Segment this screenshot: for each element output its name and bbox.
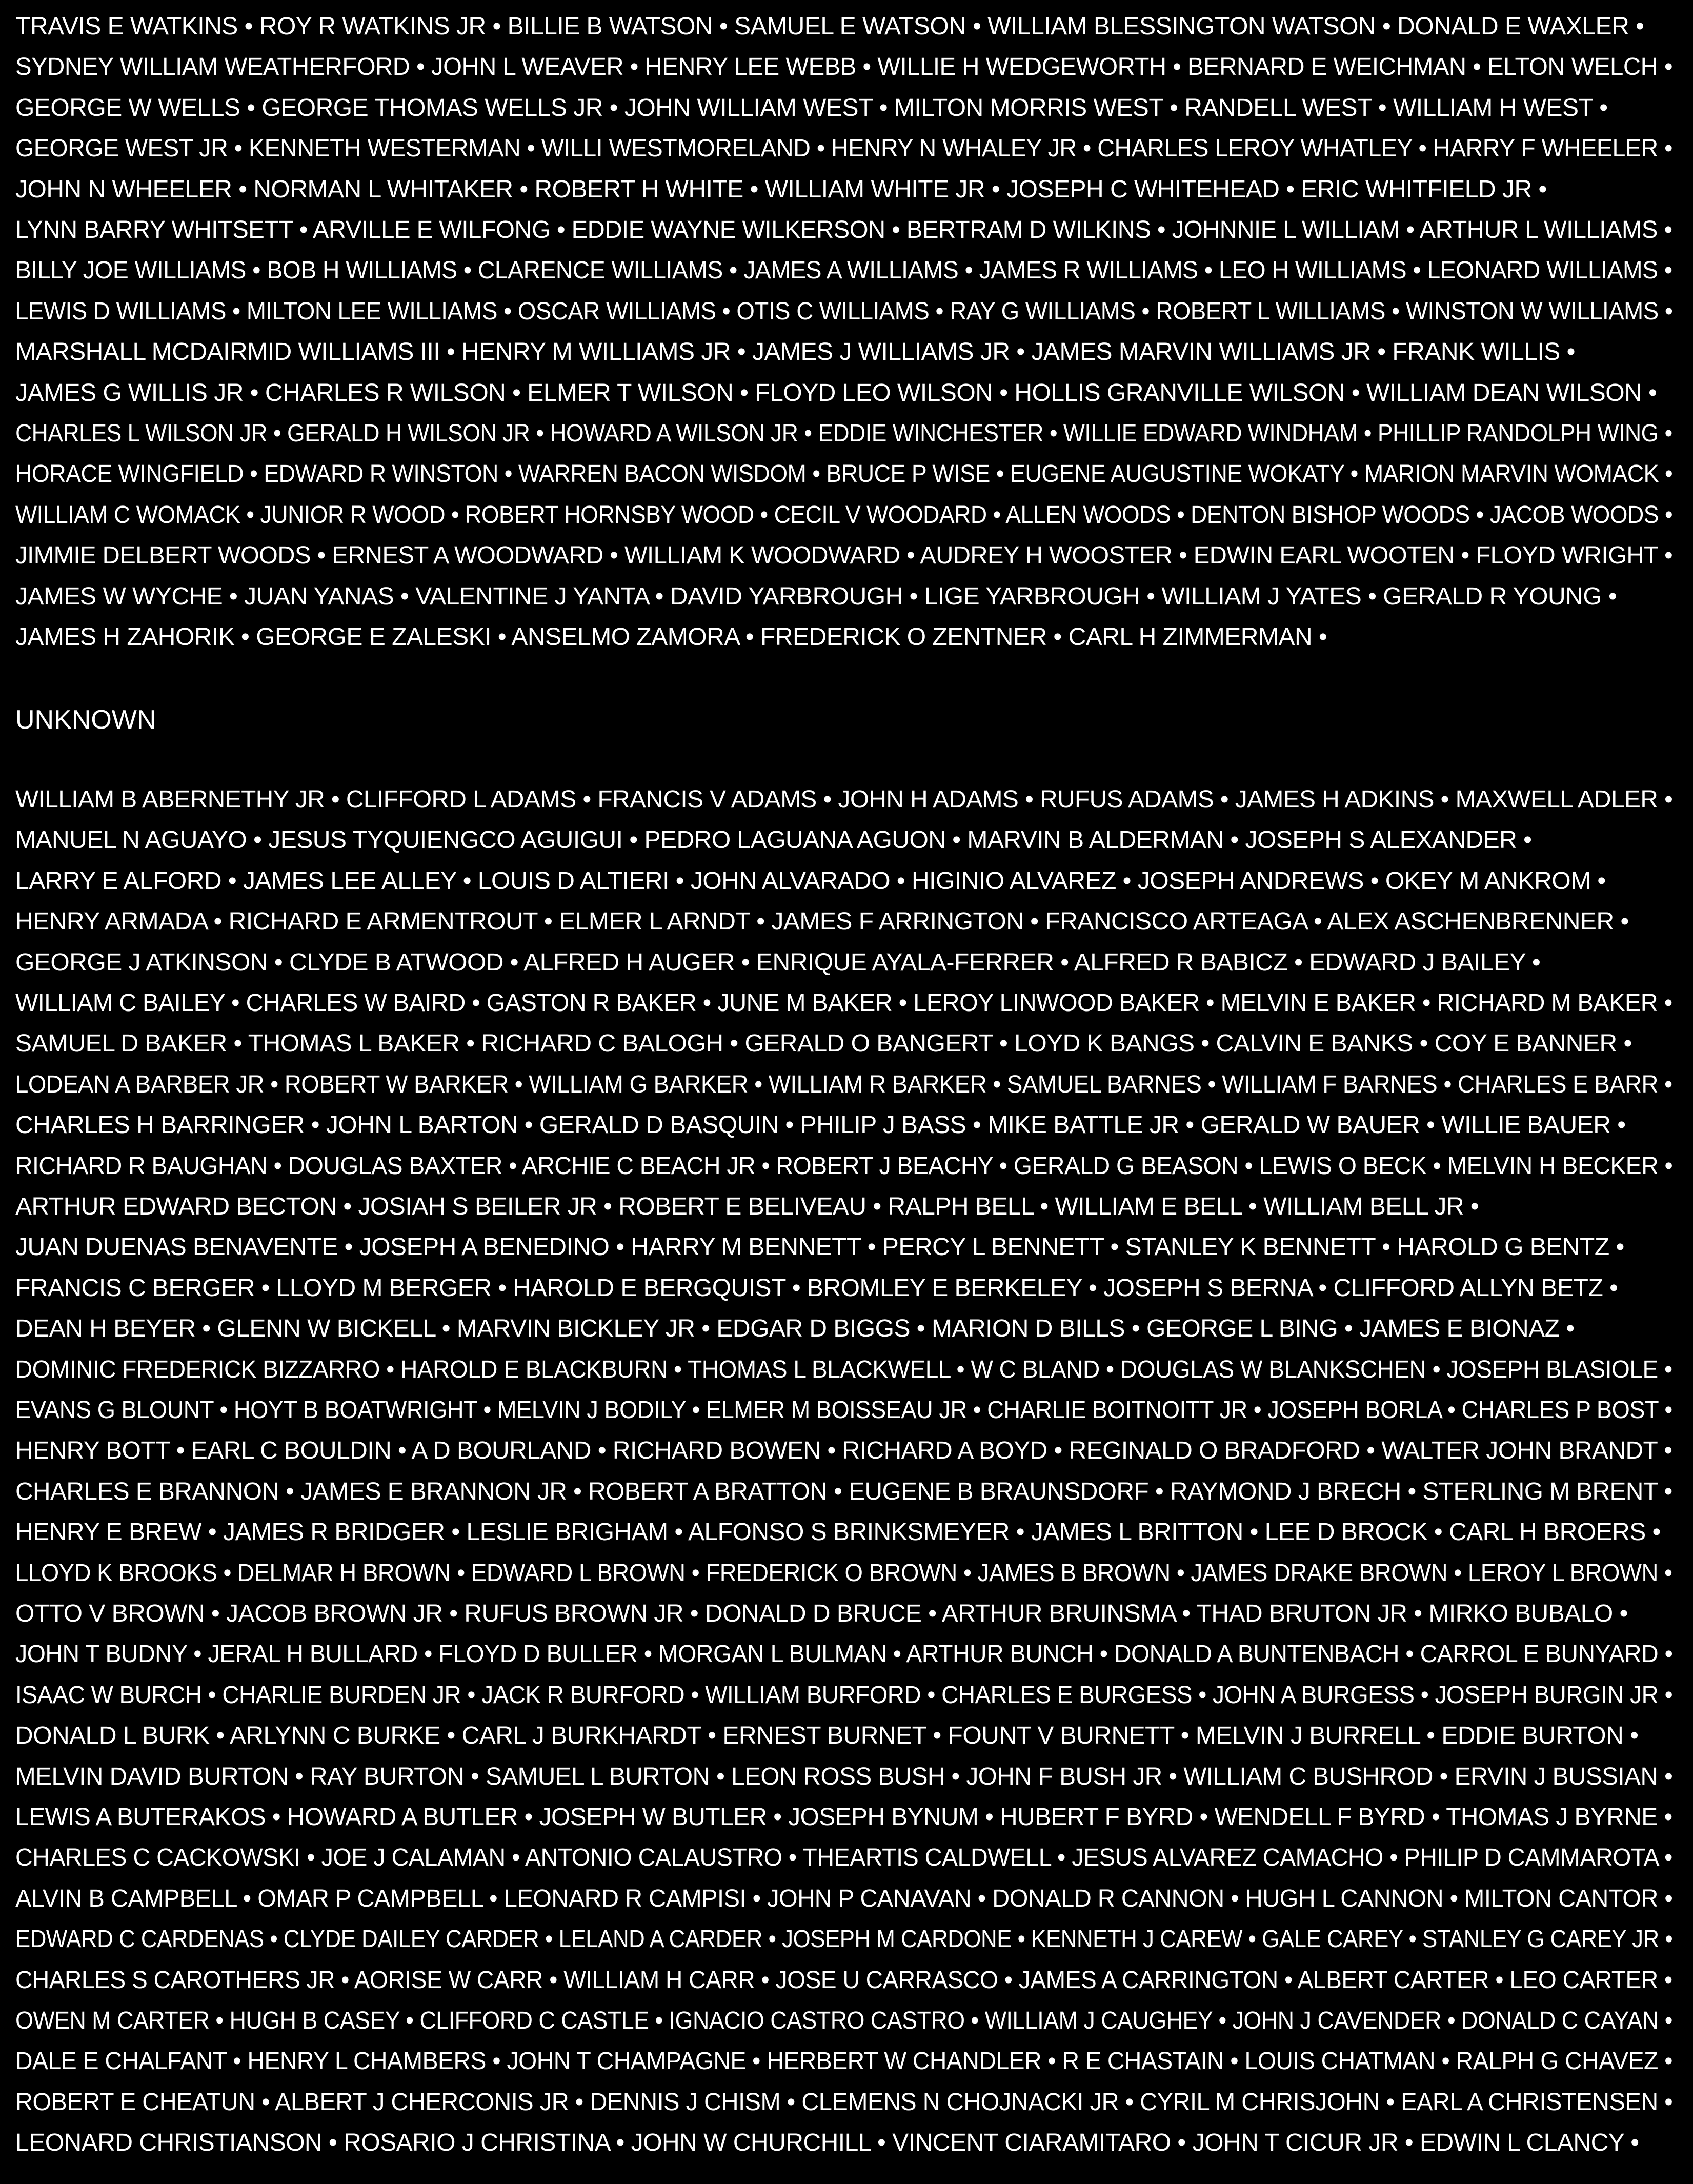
name-line: WILLIAM C BAILEY • CHARLES W BAIRD • GASTON R BAKER • JUNE M BAKER • LEROY LINWOOD BAKER • MELVIN E BAKER • RICHARD M BAKER • (15, 989, 1672, 1017)
name-line: CHARLES E BRANNON • JAMES E BRANNON JR • ROBERT A BRATTON • EUGENE B BRAUNSDORF • RAYMOND J BRECH • STERLING M BRENT • (15, 1478, 1672, 1505)
name-line: OTTO V BROWN • JACOB BROWN JR • RUFUS BROWN JR • DONALD D BRUCE • ARTHUR BRUINSMA • THAD BRUTON JR • MIRKO BUBALO • (15, 1600, 1628, 1627)
name-line: GEORGE J ATKINSON • CLYDE B ATWOOD • ALFRED H AUGER • ENRIQUE AYALA-FERRER • ALFRED R BABICZ • EDWARD J BAILEY • (15, 948, 1541, 976)
name-line: LARRY E ALFORD • JAMES LEE ALLEY • LOUIS D ALTIERI • JOHN ALVARADO • HIGINIO ALVAREZ • JOSEPH ANDREWS • OKEY M ANKROM • (15, 867, 1606, 895)
name-line: JAMES W WYCHE • JUAN YANAS • VALENTINE J YANTA • DAVID YARBROUGH • LIGE YARBROUGH • WILLIAM J YATES • GERALD R YOUNG • (15, 582, 1617, 610)
name-line: MANUEL N AGUAYO • JESUS TYQUIENGCO AGUIGUI • PEDRO LAGUANA AGUON • MARVIN B ALDERMAN • JOSEPH S ALEXANDER • (15, 826, 1532, 854)
name-line: JAMES G WILLIS JR • CHARLES R WILSON • ELMER T WILSON • FLOYD LEO WILSON • HOLLIS GRANVILLE WILSON • WILLIAM DEAN WILSON • (15, 379, 1657, 407)
name-line: OWEN M CARTER • HUGH B CASEY • CLIFFORD C CASTLE • IGNACIO CASTRO CASTRO • WILLIAM J CAUGHEY • JOHN J CAVENDER • DONALD C CAYAN • (15, 2007, 1672, 2034)
name-line: DALE E CHALFANT • HENRY L CHAMBERS • JOHN T CHAMPAGNE • HERBERT W CHANDLER • R E CHASTAIN • LOUIS CHATMAN • RALPH G CHAVEZ • (15, 2048, 1673, 2075)
name-line: FRANCIS C BERGER • LLOYD M BERGER • HAROLD E BERGQUIST • BROMLEY E BERKELEY • JOSEPH S BERNA • CLIFFORD ALLYN BETZ • (15, 1274, 1618, 1302)
name-line: JIMMIE DELBERT WOODS • ERNEST A WOODWARD • WILLIAM K WOODWARD • AUDREY H WOOSTER • EDWIN EARL WOOTEN • FLOYD WRIGHT • (15, 542, 1673, 570)
name-line: DONALD L BURK • ARLYNN C BURKE • CARL J BURKHARDT • ERNEST BURNET • FOUNT V BURNETT • MELVIN J BURRELL • EDDIE BURTON • (15, 1722, 1639, 1750)
name-line: RICHARD R BAUGHAN • DOUGLAS BAXTER • ARCHIE C BEACH JR • ROBERT J BEACHY • GERALD G BEASON • LEWIS O BECK • MELVIN H BECKER • (15, 1152, 1673, 1180)
name-line: CHARLES C CACKOWSKI • JOE J CALAMAN • ANTONIO CALAUSTRO • THEARTIS CALDWELL • JESUS ALVAREZ CAMACHO • PHILIP D CAMMAROTA • (15, 1844, 1672, 1872)
name-line: SYDNEY WILLIAM WEATHERFORD • JOHN L WEAVER • HENRY LEE WEBB • WILLIE H WEDGEWORTH • BERNARD E WEICHMAN • ELTON WELCH • (15, 53, 1673, 81)
name-line: EVANS G BLOUNT • HOYT B BOATWRIGHT • MELVIN J BODILY • ELMER M BOISSEAU JR • CHARLIE BOITNOITT JR • JOSEPH BORLA • CHARLES P BOST • (15, 1397, 1672, 1424)
name-line: JOHN N WHEELER • NORMAN L WHITAKER • ROBERT H WHITE • WILLIAM WHITE JR • JOSEPH C WHITEHEAD • ERIC WHITFIELD JR • (15, 175, 1547, 203)
name-line: BILLY JOE WILLIAMS • BOB H WILLIAMS • CLARENCE WILLIAMS • JAMES A WILLIAMS • JAMES R WILLIAMS • LEO H WILLIAMS • LEONARD WILLIAMS • (15, 257, 1672, 285)
name-line: LEWIS A BUTERAKOS • HOWARD A BUTLER • JOSEPH W BUTLER • JOSEPH BYNUM • HUBERT F BYRD • WENDELL F BYRD • THOMAS J BYRNE • (15, 1804, 1672, 1831)
name-line: ALVIN B CAMPBELL • OMAR P CAMPBELL • LEONARD R CAMPISI • JOHN P CANAVAN • DONALD R CANNON • HUGH L CANNON • MILTON CANTOR • (15, 1885, 1673, 1912)
name-line: HENRY ARMADA • RICHARD E ARMENTROUT • ELMER L ARNDT • JAMES F ARRINGTON • FRANCISCO ARTEAGA • ALEX ASCHENBRENNER • (15, 908, 1629, 936)
name-line: HORACE WINGFIELD • EDWARD R WINSTON • WARREN BACON WISDOM • BRUCE P WISE • EUGENE AUGUSTINE WOKATY • MARION MARVIN WOMACK • (15, 460, 1673, 488)
name-line: JUAN DUENAS BENAVENTE • JOSEPH A BENEDINO • HARRY M BENNETT • PERCY L BENNETT • STANLEY K BENNETT • HAROLD G BENTZ • (15, 1233, 1624, 1261)
name-line: CHARLES H BARRINGER • JOHN L BARTON • GERALD D BASQUIN • PHILIP J BASS • MIKE BATTLE JR • GERALD W BAUER • WILLIE BAUER • (15, 1111, 1626, 1139)
name-line: LODEAN A BARBER JR • ROBERT W BARKER • WILLIAM G BARKER • WILLIAM R BARKER • SAMUEL BARNES • WILLIAM F BARNES • CHARLES E BARR • (15, 1070, 1672, 1098)
name-line: WILLIAM C WOMACK • JUNIOR R WOOD • ROBERT HORNSBY WOOD • CECIL V WOODARD • ALLEN WOODS • DENTON BISHOP WOODS • JACOB WOODS • (15, 501, 1673, 529)
name-line: LYNN BARRY WHITSETT • ARVILLE E WILFONG • EDDIE WAYNE WILKERSON • BERTRAM D WILKINS • JOHNNIE L WILLIAM • ARTHUR L WILLIAMS • (15, 216, 1672, 244)
name-line: TRAVIS E WATKINS • ROY R WATKINS JR • BILLIE B WATSON • SAMUEL E WATSON • WILLIAM BLESSINGTON WATSON • DONALD E WAXLER • (15, 13, 1644, 40)
name-line: HENRY BOTT • EARL C BOULDIN • A D BOURLAND • RICHARD BOWEN • RICHARD A BOYD • REGINALD O BRADFORD • WALTER JOHN BRANDT • (15, 1437, 1672, 1465)
name-line: DEAN H BEYER • GLENN W BICKELL • MARVIN BICKLEY JR • EDGAR D BIGGS • MARION D BILLS • GEORGE L BING • JAMES E BIONAZ • (15, 1315, 1575, 1343)
name-line: ARTHUR EDWARD BECTON • JOSIAH S BEILER JR • ROBERT E BELIVEAU • RALPH BELL • WILLIAM E BELL • WILLIAM BELL JR • (15, 1193, 1479, 1220)
name-line: SAMUEL D BAKER • THOMAS L BAKER • RICHARD C BALOGH • GERALD O BANGERT • LOYD K BANGS • CALVIN E BANKS • COY E BANNER • (15, 1030, 1632, 1058)
name-line: JAMES H ZAHORIK • GEORGE E ZALESKI • ANSELMO ZAMORA • FREDERICK O ZENTNER • CARL H ZIMMERMAN • (15, 623, 1327, 651)
name-line: GEORGE WEST JR • KENNETH WESTERMAN • WILLI WESTMORELAND • HENRY N WHALEY JR • CHARLES LEROY WHATLEY • HARRY F WHEELER • (15, 135, 1672, 163)
name-line: EDWARD C CARDENAS • CLYDE DAILEY CARDER • LELAND A CARDER • JOSEPH M CARDONE • KENNETH J CAREW • GALE CAREY • STANLEY G CAREY JR • (15, 1926, 1673, 1953)
name-line: WILLIAM B ABERNETHY JR • CLIFFORD L ADAMS • FRANCIS V ADAMS • JOHN H ADAMS • RUFUS ADAMS • JAMES H ADKINS • MAXWELL ADLER • (15, 786, 1673, 813)
name-line: DOMINIC FREDERICK BIZZARRO • HAROLD E BLACKBURN • THOMAS L BLACKWELL • W C BLAND • DOUGLAS W BLANKSCHEN • JOSEPH BLASIOLE • (15, 1356, 1672, 1383)
name-line: LEWIS D WILLIAMS • MILTON LEE WILLIAMS • OSCAR WILLIAMS • OTIS C WILLIAMS • RAY G WILLIAMS • ROBERT L WILLIAMS • WINSTON W WILLIAMS • (15, 297, 1673, 325)
name-line: HENRY E BREW • JAMES R BRIDGER • LESLIE BRIGHAM • ALFONSO S BRINKSMEYER • JAMES L BRITTON • LEE D BROCK • CARL H BROERS • (15, 1519, 1661, 1546)
name-line: ISAAC W BURCH • CHARLIE BURDEN JR • JACK R BURFORD • WILLIAM BURFORD • CHARLES E BURGESS • JOHN A BURGESS • JOSEPH BURGIN JR • (15, 1681, 1673, 1709)
name-line: LLOYD K BROOKS • DELMAR H BROWN • EDWARD L BROWN • FREDERICK O BROWN • JAMES B BROWN • JAMES DRAKE BROWN • LEROY L BROWN • (15, 1559, 1672, 1587)
name-line: JOHN T BUDNY • JERAL H BULLARD • FLOYD D BULLER • MORGAN L BULMAN • ARTHUR BUNCH • DONALD A BUNTENBACH • CARROL E BUNYARD • (15, 1641, 1673, 1668)
name-line: LEONARD CHRISTIANSON • ROSARIO J CHRISTINA • JOHN W CHURCHILL • VINCENT CIARAMITARO • JOHN T CICUR JR • EDWIN L CLANCY • (15, 2129, 1639, 2157)
name-line: GEORGE W WELLS • GEORGE THOMAS WELLS JR • JOHN WILLIAM WEST • MILTON MORRIS WEST • RANDELL WEST • WILLIAM H WEST • (15, 94, 1608, 122)
name-line: ROBERT E CHEATUN • ALBERT J CHERCONIS JR • DENNIS J CHISM • CLEMENS N CHOJNACKI JR • CYRIL M CHRISJOHN • EARL A CHRISTENSEN • (15, 2088, 1673, 2116)
name-line: MELVIN DAVID BURTON • RAY BURTON • SAMUEL L BURTON • LEON ROSS BUSH • JOHN F BUSH JR • WILLIAM C BUSHROD • ERVIN J BUSSIAN • (15, 1763, 1673, 1790)
section-heading-unknown: UNKNOWN (15, 705, 156, 735)
name-line: CHARLES L WILSON JR • GERALD H WILSON JR • HOWARD A WILSON JR • EDDIE WINCHESTER • WILLIE EDWARD WINDHAM • PHILLIP RANDOLPH WING • (15, 420, 1672, 447)
name-line: CHARLES S CAROTHERS JR • AORISE W CARR • WILLIAM H CARR • JOSE U CARRASCO • JAMES A CARRINGTON • ALBERT CARTER • LEO CARTER • (15, 1966, 1672, 1994)
name-line: MARSHALL MCDAIRMID WILLIAMS III • HENRY M WILLIAMS JR • JAMES J WILLIAMS JR • JAMES MARVIN WILLIAMS JR • FRANK WILLIS • (15, 338, 1575, 366)
